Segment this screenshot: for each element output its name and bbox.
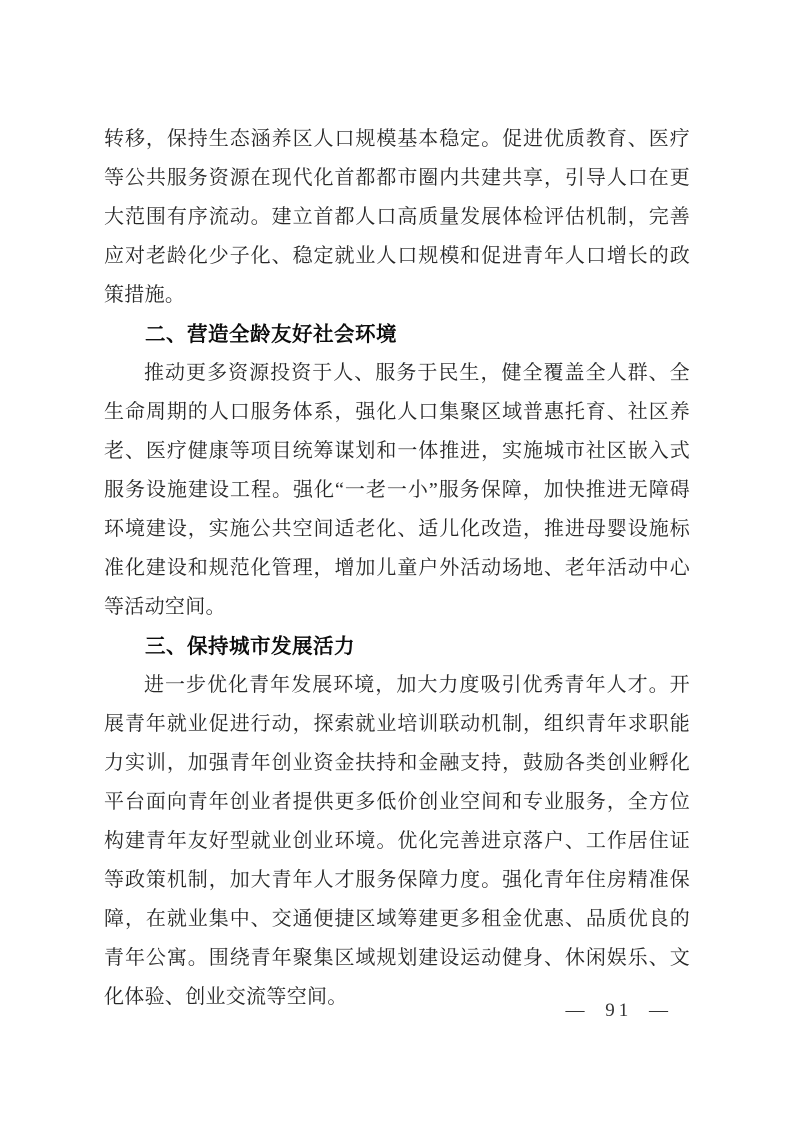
page-number: — 91 — [565,1000,672,1021]
paragraph-population-mobility: 转移，保持生态涵养区人口规模基本稳定。促进优质教育、医疗等公共服务资源在现代化首都都市圈内共建共享，引导人口在更大范围有序流动。建立首都人口高质量发展体检评估机制，完善应对老龄化少子化、稳定就业人口规模和促进青年人口增长的政策措施。 [104,128,690,306]
paragraph-all-age-friendly-services: 推动更多资源投资于人、服务于民生，健全覆盖全人群、全生命周期的人口服务体系，强化人口集聚区域普惠托育、社区养老、医疗健康等项目统筹谋划和一体推进，实施城市社区嵌入式服务设施建设工程。强化“一老一小”服务保障，加快推进无障碍环境建设，实施公共空间适老化、适儿化改造，推进母婴设施标准化建设和规范化管理，增加儿童户外活动场地、老年活动中心等活动空间。 [104,362,690,618]
heading-section-two-all-age-friendly: 二、营造全龄友好社会环境 [145,323,397,346]
heading-section-three-urban-vitality: 三、保持城市发展活力 [145,635,355,658]
document-body [104,120,690,1017]
paragraph-youth-development: 进一步优化青年发展环境，加大力度吸引优秀青年人才。开展青年就业促进行动，探索就业培训联动机制，组织青年求职能力实训，加强青年创业资金扶持和金融支持，鼓励各类创业孵化平台面向青年创业者提供更多低价创业空间和专业服务，全方位构建青年友好型就业创业环境。优化完善进京落户、工作居住证等政策机制，加大青年人才服务保障力度。强化青年住房精准保障，在就业集中、交通便捷区域筹建更多租金优惠、品质优良的青年公寓。围绕青年聚集区域规划建设运动健身、休闲娱乐、文化体验、创业交流等空间。 [104,674,690,1008]
